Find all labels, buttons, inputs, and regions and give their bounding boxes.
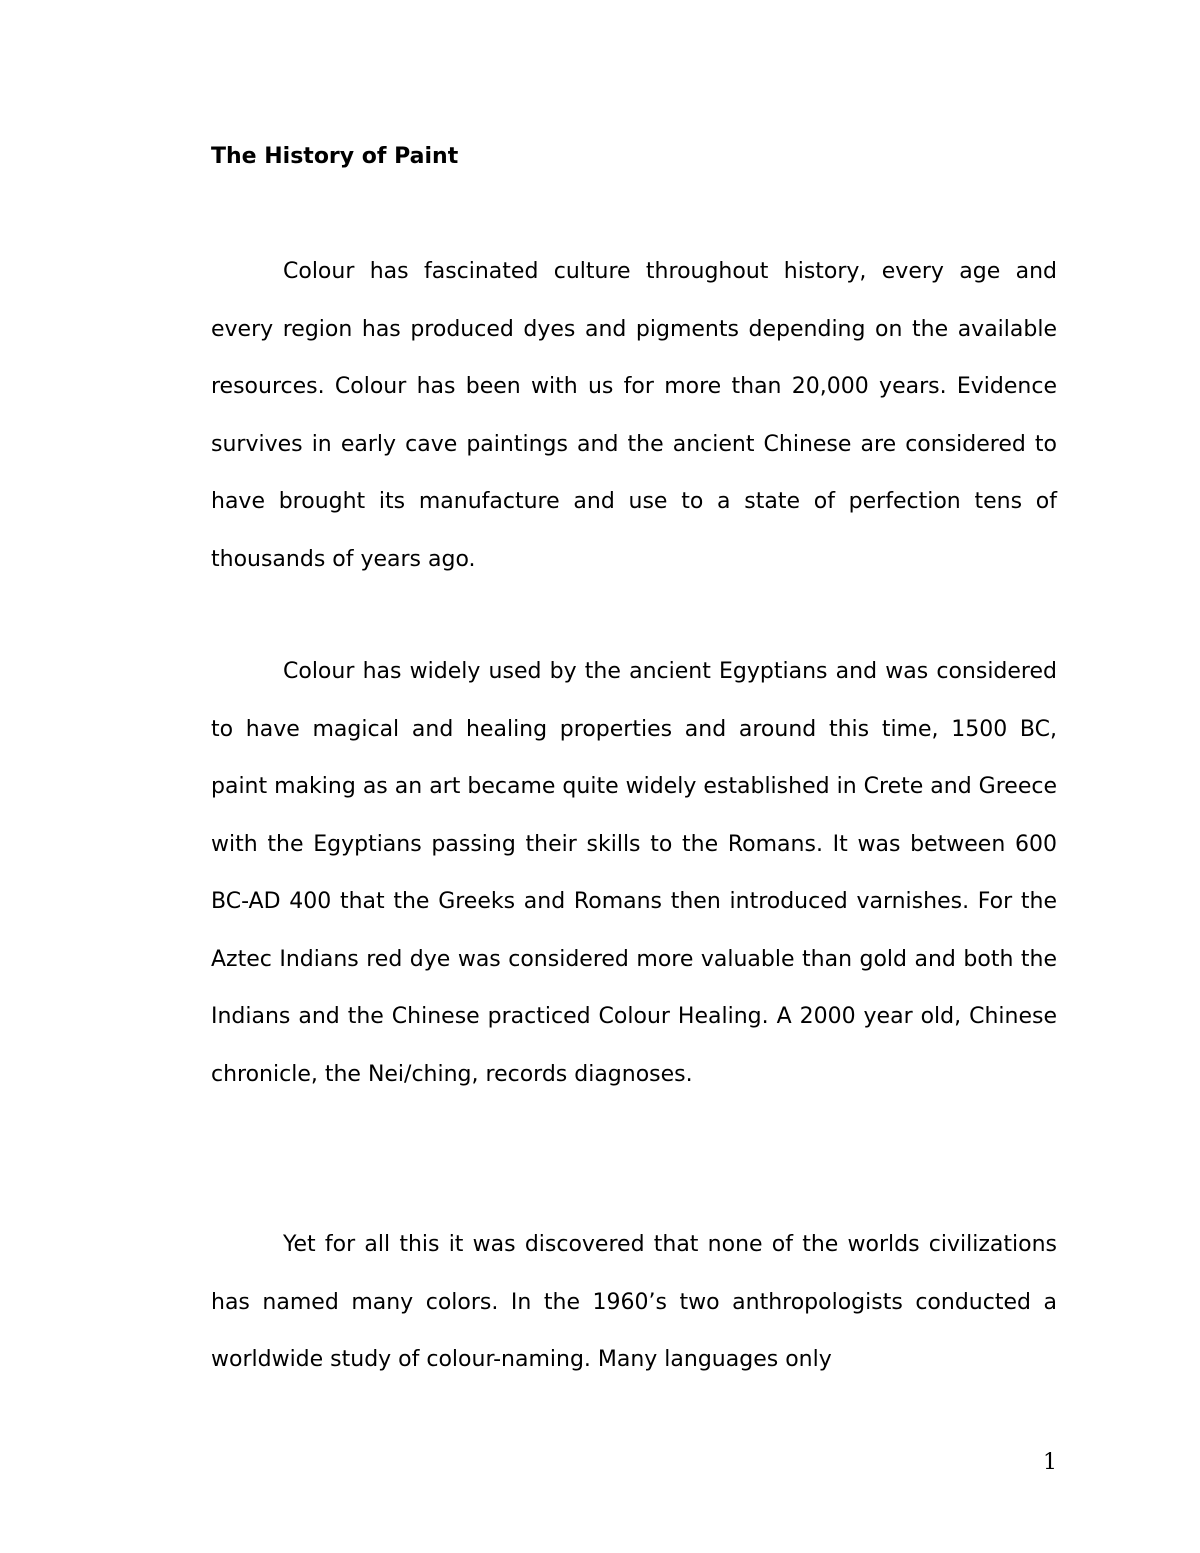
document-title: The History of Paint [211,144,459,169]
paragraph-2: Colour has widely used by the ancient Egyptians and was considered to have magical and healing properties and around this time, 1500 BC, paint making as an art became quite widely established in Crete and Greece with the Egyptians passing their skills to the Romans. It was between 600 BC-AD 400 that the Greeks and Romans then introduced varnishes. For the Aztec Indians red dye was considered more valuable than gold and both the Indians and the Chinese practiced Colour Healing. A 2000 year old, Chinese chronicle, the Nei/ching, records diagnoses. [211,659,1057,1087]
paragraph-3: Yet for all this it was discovered that none of the worlds civilizations has named many colors. In the 1960’s two anthropologists conducted a worldwide study of colour-naming. Many languages only [211,1232,1057,1372]
page-number: 1 [1043,1450,1057,1475]
paragraph-1: Colour has fascinated culture throughout history, every age and every region has produced dyes and pigments depending on the available resources. Colour has been with us for more than 20,000 years. Evidence survives in early cave paintings and the ancient Chinese are considered to have brought its manufacture and use to a state of perfection tens of thousands of years ago. [211,259,1057,572]
